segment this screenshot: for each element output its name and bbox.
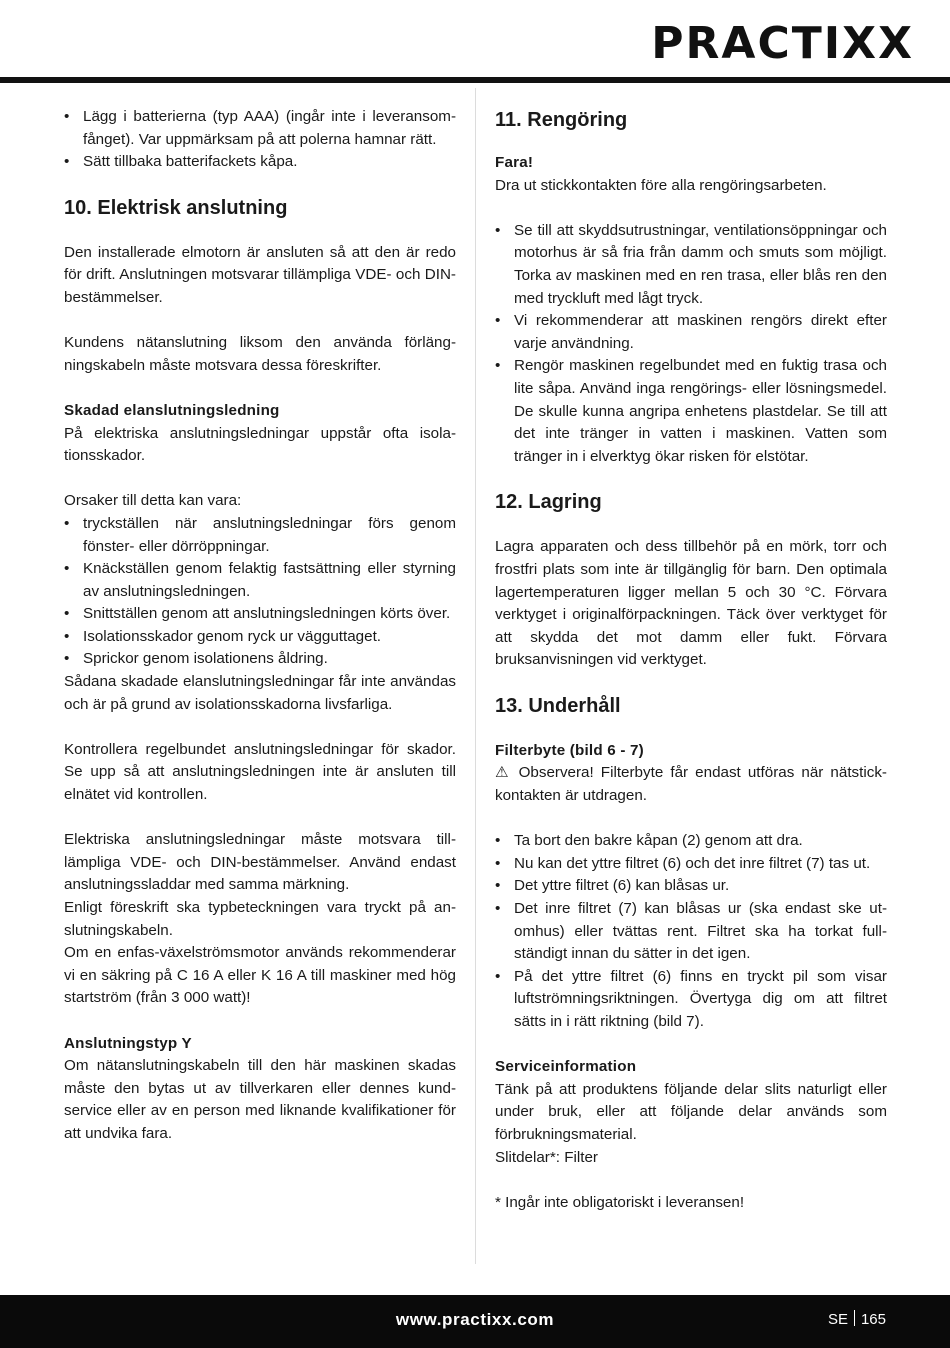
list-item: • Ta bort den bakre kåpan (2) genom att dra.: [495, 830, 887, 853]
page-footer: [0, 1295, 950, 1348]
danger-label: Fara!: [495, 154, 534, 171]
paragraph: Enligt föreskrift ska typbeteckningen vara tryckt på anslutningskabeln.: [64, 899, 456, 939]
footnote: * Ingår inte obligatoriskt i leveransen!: [495, 1193, 745, 1211]
list-item: • Lägg i batterierna (typ AAA) (ingår inte i leveransomfånget). Var uppmärksam på att polerna hamnar rätt.: [64, 106, 456, 151]
paragraph: Om en enfas-växelströmsmotor används rekommenderar vi en säkring på C 16 A eller K 16 A till maskiner med hög startström (från 3 000 watt)!: [64, 944, 456, 1007]
list-item: • Vi rekommenderar att maskinen rengörs direkt efter varje användning.: [495, 310, 887, 355]
list-item: • Sprickor genom isolationens åldring.: [64, 648, 456, 671]
paragraph: Sådana skadade elanslutningsledningar får inte användas och är på grund av isolationsskadorna livsfarliga.: [64, 673, 456, 713]
website-url: www.practixx.com: [395, 1310, 555, 1329]
list-item: • Det inre filtret (7) kan blåsas ur (ska endast ske utomhus) eller tvättas rent. Filtret ska ha torkat fullständigt innan du sätter in det igen.: [495, 898, 887, 966]
battery-instructions: [64, 106, 456, 174]
section-title-electrical: 10. Elektrisk anslutning: [64, 196, 288, 219]
filter-warning-text: Observera! Filterbyte får endast utföras när nätstickkontakten är utdragen.: [495, 764, 887, 805]
paragraph: Tänk på att produktens följande delar slits naturligt eller under bruk, eller att följande delar används som förbrukningsmaterial.: [495, 1080, 887, 1143]
wear-parts: Slitdelar*: Filter: [495, 1148, 598, 1166]
danger-text: Dra ut stickkontakten före alla rengöringsarbeten.: [495, 176, 827, 194]
list-item: • tryckställen när anslutningsledningar förs genom fönster- eller dörröppningar.: [64, 513, 456, 558]
section-title-storage: 12. Lagring: [495, 491, 602, 514]
separator: [854, 1310, 855, 1326]
column-divider: [475, 88, 476, 1264]
header-rule: [0, 77, 950, 83]
subheading-filter-change: Filterbyte (bild 6 - 7): [495, 741, 644, 759]
language-code: SE: [827, 1311, 848, 1328]
filter-warning: [495, 762, 887, 807]
paragraph: Lagra apparaten och dess tillbehör på en mörk, torr och frostfri plats som inte är tillgänglig för barn. Den optimala lagertemperaturen ligger mellan 5 och 30 °C. Förvara verktyget i originalförpackningen. Täck över verktyget för att skydda det mot damm eller fukt. Förvara bruksanvisningen vid verktyget.: [495, 538, 887, 669]
list-item: • Knäckställen genom felaktig fastsättning eller styrning av anslutningsledningen.: [64, 558, 456, 603]
page-number: [828, 1310, 886, 1328]
subheading-service: Serviceinformation: [495, 1058, 637, 1076]
list-item: • Det yttre filtret (6) kan blåsas ur.: [495, 875, 887, 898]
list-item: • Rengör maskinen regelbundet med en fuktig trasa och lite såpa. Använd inga rengörings- eller lösningsmedel. De skulle kunna angripa enhetens plastdelar. Se till att det inte tränger in vatten i maskinen. Vatten som tränger in i elverktyg ökar risken för elstötar.: [495, 355, 887, 468]
cleaning-list: [495, 220, 887, 469]
section-title-cleaning: 11. Rengöring: [495, 109, 628, 131]
list-item: • Nu kan det yttre filtret (6) och det inre filtret (7) tas ut.: [495, 853, 887, 876]
paragraph: Elektriska anslutningsledningar måste motsvara tilllämpliga VDE- och DIN-bestämmelser. Använd endast anslutningssladdar med samma märkning.: [64, 831, 456, 894]
paragraph: På elektriska anslutningsledningar uppstår ofta isolationsskador.: [64, 424, 456, 465]
subheading-damaged-cable: Skadad elanslutningsledning: [64, 401, 280, 419]
filter-list: [495, 830, 887, 1033]
causes-list: [64, 513, 456, 671]
paragraph: Kontrollera regelbundet anslutningsledningar för skador. Se upp så att anslutningsledningen inte är ansluten till elnätet vid kontrollen.: [64, 740, 456, 804]
causes-intro: Orsaker till detta kan vara:: [64, 492, 242, 510]
list-item: • Se till att skyddsutrustningar, ventilationsöppningar och motorhus är så fria från damm och smuts som möjligt. Torka av maskinen med en ren trasa, eller blås ren den med tryckluft med lågt tryck.: [495, 220, 887, 310]
paragraph: Den installerade elmotorn är ansluten så att den är redo för drift. Anslutningen motsvarar tillämpliga VDE- och DIN-bestämmelser.: [64, 243, 456, 306]
list-item: • Sätt tillbaka batterifackets kåpa.: [64, 151, 456, 174]
page-header: [0, 0, 950, 86]
list-item: • På det yttre filtret (6) finns en tryckt pil som visar luftströmningsriktningen. Övertyga dig om att filtret sätts in i rätt riktning (bild 7).: [495, 966, 887, 1034]
warning-icon: ⚠: [495, 764, 512, 782]
page-number-value: 165: [860, 1311, 886, 1328]
right-column: [495, 106, 887, 1214]
subheading-connection-type: Anslutningstyp Y: [64, 1034, 192, 1052]
brand-logo: PRACTIXX: [651, 18, 914, 69]
paragraph: Kundens nätanslutning liksom den använda förlängningskabeln måste motsvara dessa föreskrifter.: [64, 334, 456, 374]
paragraph: Om nätanslutningskabeln till den här maskinen skadas måste den bytas ut av tillverkaren eller dennes kundservice eller av en person med liknande kvalifikationer för att undvika fara.: [64, 1057, 456, 1142]
list-item: • Isolationsskador genom ryck ur vägguttaget.: [64, 626, 456, 649]
section-title-maintenance: 13. Underhåll: [495, 694, 621, 717]
list-item: • Snittställen genom att anslutningsledningen körts över.: [64, 603, 456, 626]
left-column: [64, 106, 456, 1146]
